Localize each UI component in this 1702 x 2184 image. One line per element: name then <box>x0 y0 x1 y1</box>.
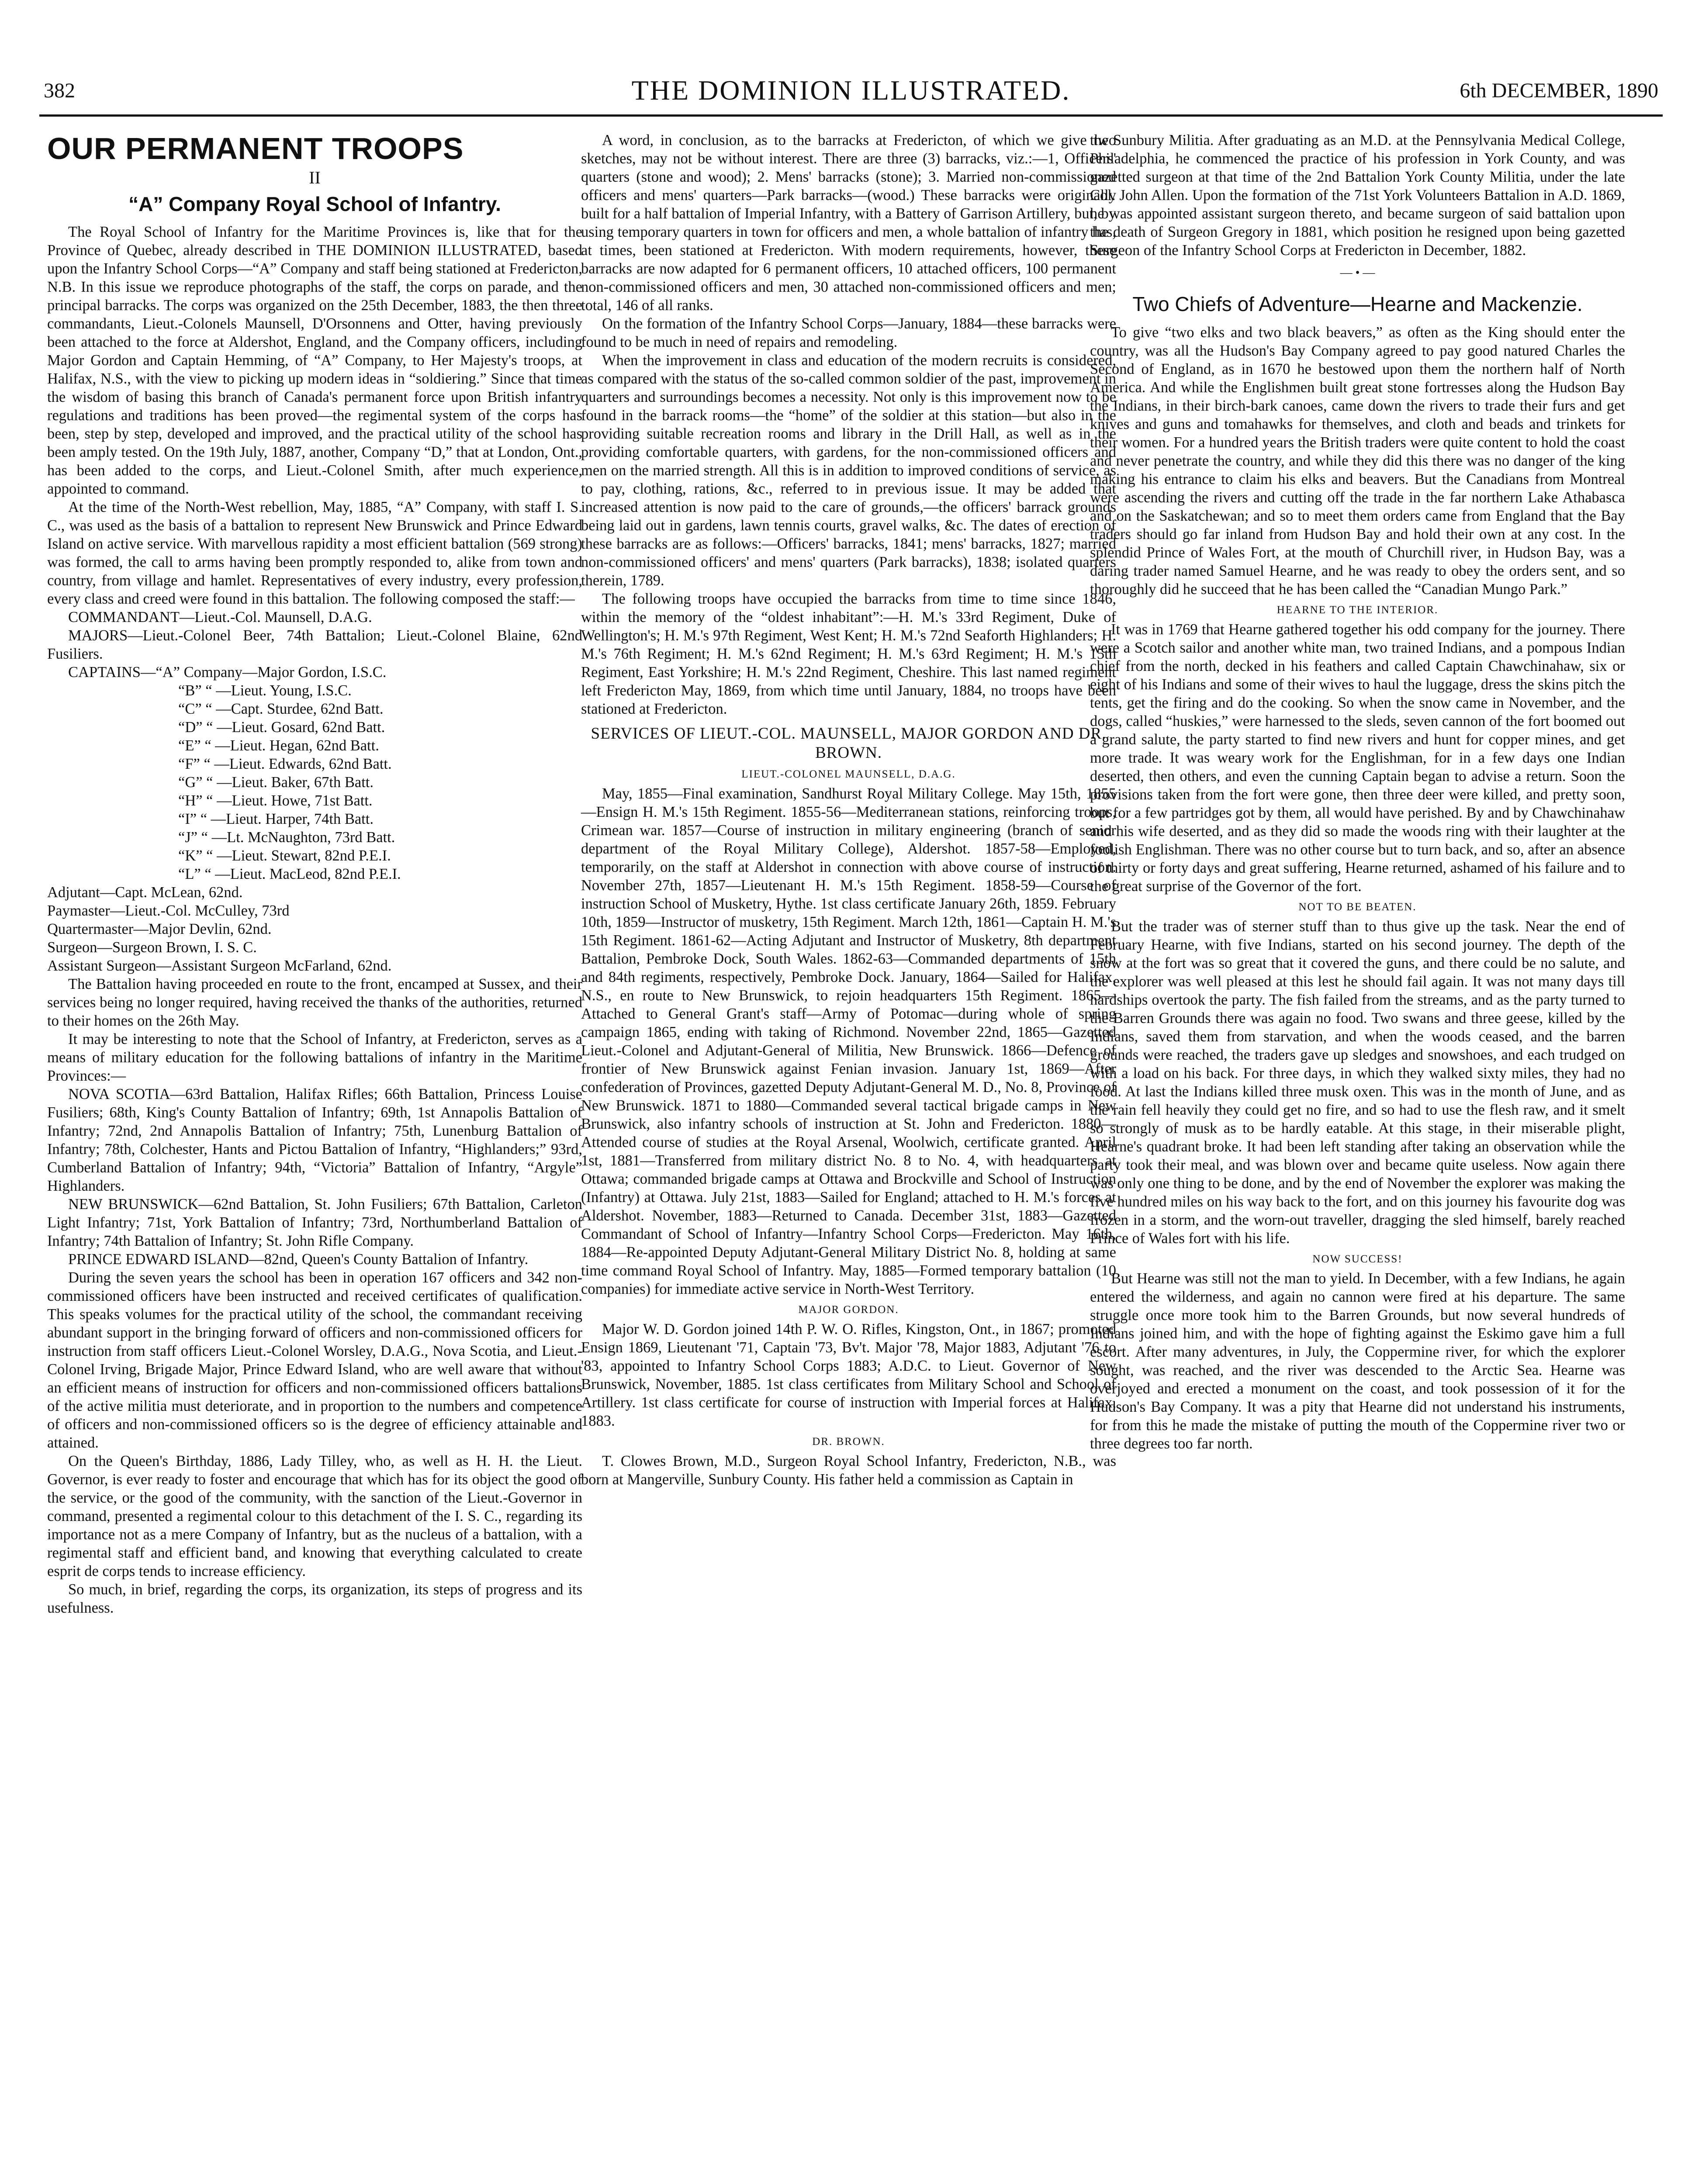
section-heading: SERVICES OF LIEUT.-COL. MAUNSELL, MAJOR GORDON AND DR. BROWN. <box>591 725 1107 762</box>
paragraph: It was in 1769 that Hearne gathered together his odd company for the journey. There were a Scotch sailor and another white man, two trained Indians, and a pompous Indian chief from the north, decked in his feathers and called Captain Chawchinahaw, six or eight of his Indians and some of their wives to haul the luggage, dress the skins pitch the tents, get the firing and do the cooking. So when the snow came in November, and the dogs, called “huskies,” were harnessed to the sleds, seven cannon of the fort boomed out a grand salute, the party started to find new rivers and hunt for copper mines, and get more trade. It was weary work for the Englishman, for in a few days one Indian deserted, then others, and even the cunning Captain began to advise a return. Soon the provisions taken from the fort were gone, then three deer were killed, and pretty soon, but for a few partridges got by them, all would have perished. By and by Chawchinahaw and his wife deserted, and as they did so made the woods ring with their laughter at the foolish Englishman. There was no other course but to turn back, and so, after an absence of thirty or forty days and great suffering, Hearne returned, ashamed of his failure and to the great surprise of the Governor of the fort. <box>1090 621 1625 895</box>
staff-commandant: COMMANDANT—Lieut.-Col. Maunsell, D.A.G. <box>68 609 372 625</box>
issue-date: 6th DECEMBER, 1890 <box>1460 79 1658 102</box>
paragraph: But Hearne was still not the man to yield. In December, with a few Indians, he again entered the wilderness, and again no cannon were fired at his departure. The same struggle once more took him to the Barren Grounds, but now several hundreds of Indians joined him, and with the hope of fighting against the Eskimo gave him a full escort. After many adventures, in July, the Coppermine river, for which the explorer sought, was reached, and the river was descended to the Arctic Sea. Hearne was overjoyed and erected a monument on the coast, and took possession of it for the Hudson's Bay Company. It was a pity that Hearne did not understand his instruments, for from this he made the mistake of putting the mouth of the Coppermine river two or three degrees too far north. <box>1090 1270 1625 1452</box>
section-separator: — • — <box>1340 266 1375 280</box>
masthead <box>44 74 1658 109</box>
paragraph: Major W. D. Gordon joined 14th P. W. O. Rifles, Kingston, Ont., in 1867; promoted Ensign 1869, Lieutenant '71, Captain '73, Bv't. Major '78, Major 1883, Adjutant '76 to '83, appointed to Infantry School Corps 1883; A.D.C. to Lieut. Governor of New Brunswick, November, 1885. 1st class certificates from Military School and School of Artillery. 1st class certificate for course of instruction with Imperial forces at Halifax, 1883. <box>581 1321 1116 1429</box>
staff-asst-surgeon: Assistant Surgeon—Assistant Surgeon McFarland, 62nd. <box>47 957 392 974</box>
paragraph: T. Clowes Brown, M.D., Surgeon Royal School Infantry, Fredericton, N.B., was born at Mangerville, Sunbury County. His father held a commission as Captain in <box>581 1453 1116 1488</box>
captain-entry: “D” “ —Lieut. Gosard, 62nd Batt. <box>178 719 385 736</box>
paragraph: It may be interesting to note that the School of Infantry, at Fredericton, serves as a means of military education for the following battalions of infantry in the Maritime Provinces:— <box>47 1031 582 1084</box>
staff-captains: CAPTAINS—“A” Company—Major Gordon, I.S.C. <box>68 664 387 681</box>
subsection-heading: HEARNE TO THE INTERIOR. <box>1276 604 1439 616</box>
captain-entry: “C” “ —Capt. Sturdee, 62nd Batt. <box>178 701 384 717</box>
captain-entry: “E” “ —Lieut. Hegan, 62nd Batt. <box>178 737 379 754</box>
column-1 <box>47 131 582 1617</box>
paragraph: On the formation of the Infantry School Corps—January, 1884—these barracks were found to be much in need of repairs and remodeling. <box>581 315 1116 350</box>
article-headline: OUR PERMANENT TROOPS <box>47 131 464 166</box>
article-headline: Two Chiefs of Adventure—Hearne and Mackenzie. <box>1132 293 1583 315</box>
captain-entry: “F” “ —Lieut. Edwards, 62nd Batt. <box>178 756 392 772</box>
paragraph: NEW BRUNSWICK—62nd Battalion, St. John Fusiliers; 67th Battalion, Carleton Light Infantry; 71st, York Battalion of Infantry; 73rd, Northumberland Battalion of Infantry; 74th Battalion of Infantry; St. John Rifle Company. <box>47 1196 582 1249</box>
paragraph: The Battalion having proceeded en route to the front, encamped at Sussex, and their services being no longer required, having received the thanks of the authorities, returned to their homes on the 26th May. <box>47 976 582 1029</box>
paragraph: But the trader was of sterner stuff than to thus give up the task. Near the end of February Hearne, with five Indians, started on his second journey. The depth of the snow at the fort was so great that it covered the guns, and there could be no salute, and the explorer was well pleased at this lest he should fail again. It was not many days till hardships overtook the party. The fish failed from the streams, and as the party turned to the Barren Grounds there was again no food. Two swans and three geese, killed by the Indians, saved them from starvation, and when the woods ceased, and the barren grounds were reached, the traders gave up sledges and snowshoes, and each trudged on with a load on his back. For three days, in which they walked sixty miles, they had no food. At last the Indians killed three musk oxen. This was in the month of June, and as the rain fell heavily they could get no fire, and so had to use the flesh raw, and it smelt so strongly of musk as to be hardly eatable. At this stage, in their miserable plight, Hearne's quadrant broke. It had been left standing after taking an observation while the party took their meal, and was blown over and became quite useless. Now again there was only one thing to be done, and by the end of November the explorer was making the five hundred miles on his way back to the fort, and on this journey his favourite dog was frozen in a storm, and the worn-out traveller, dragging the sled himself, barely reached Prince of Wales fort with his life. <box>1090 918 1625 1247</box>
header-rule <box>39 114 1663 117</box>
staff-paymaster: Paymaster—Lieut.-Col. McCulley, 73rd <box>47 902 290 919</box>
captain-entry: “H” “ —Lieut. Howe, 71st Batt. <box>178 792 373 809</box>
captain-entry: “J” “ —Lt. McNaughton, 73rd Batt. <box>178 829 395 846</box>
column-3 <box>1090 131 1625 1453</box>
paragraph: The following troops have occupied the barracks from time to time since 1846, within the memory of the “oldest inhabitant”:—H. M.'s 33rd Regiment, Duke of Wellington's; H. M.'s 97th Regiment, West Kent; H. M.'s 72nd Seaforth Highlanders; H. M.'s 76th Regiment; H. M.'s 62nd Regiment; H. M.'s 63rd Regiment; H. M.'s 15th Regiment, East Yorkshire; H. M.'s 22nd Regiment, Cheshire. This last named regiment left Fredericton May, 1869, from which time until January, 1884, no troops have been stationed at Fredericton. <box>581 591 1116 717</box>
publication-title: THE DOMINION ILLUSTRATED. <box>631 75 1071 106</box>
paragraph: So much, in brief, regarding the corps, its organization, its steps of progress and its usefulness. <box>47 1581 582 1616</box>
article-part: II <box>309 168 321 187</box>
paragraph: At the time of the North-West rebellion, May, 1885, “A” Company, with staff I. S. C., was used as the basis of a battalion to represent New Brunswick and Prince Edward Island on active service. With marvellous rapidity a most efficient battalion (569 strong) was formed, the call to arms having been promptly responded to, alike from town and country, from village and hamlet. Representatives of every industry, every profession, every class and creed were found in this battalion. The following composed the staff:— <box>47 499 582 607</box>
paragraph: To give “two elks and two black beavers,” as often as the King should enter the country, was all the Hudson's Bay Company agreed to pay good natured Charles the Second of England, as in 1670 he bestowed upon them the northern half of North America. And while the Englishmen built great stone fortresses along the Hudson Bay the Indians, in their birch-bark canoes, came down the rivers to trade their furs and get knives and guns and tomahawks for themselves, and cloth and beads and trinkets for their women. For a hundred years the British traders were quite content to hold the coast and never penetrate the country, and while they did this there was no danger of the king making his entrance to claim his elks and beavers. But the Canadians from Montreal were ascending the rivers and cutting off the trade in the far northern Lake Athabasca and on the Saskatchewan; and so to meet them orders came from England that the Bay traders should go far inland from Hudson Bay and hold their own at any cost. In the splendid Prince of Wales Fort, at the mouth of Churchill river, in Hudson Bay, was a daring trader named Samuel Hearne, and he was ready to obey the orders sent, and so thoroughly did he succeed that he has been called the “Canadian Mungo Park.” <box>1090 324 1625 598</box>
paragraph: On the Queen's Birthday, 1886, Lady Tilley, who, as well as H. H. the Lieut. Governor, is ever ready to foster and encourage that which has for its object the good of the service, or the good of the community, with the sanction of the Lieut.-Governor in command, presented a regimental colour to this detachment of the I. S. C., regarding its importance not as a mere Company of Infantry, but as the nucleus of a battalion, with a regimental staff and efficient band, and knowing that everything calculated to create esprit de corps tends to increase efficiency. <box>47 1453 582 1579</box>
staff-surgeon: Surgeon—Surgeon Brown, I. S. C. <box>47 939 257 956</box>
subsection-heading: LIEUT.-COLONEL MAUNSELL, D.A.G. <box>741 768 956 780</box>
staff-quartermaster: Quartermaster—Major Devlin, 62nd. <box>47 921 272 937</box>
article-subhead: “A” Company Royal School of Infantry. <box>128 193 501 215</box>
paragraph: PRINCE EDWARD ISLAND—82nd, Queen's County Battalion of Infantry. <box>68 1251 529 1268</box>
paragraph: When the improvement in class and education of the modern recruits is considered, as compared with the status of the so-called common soldier of the past, improvement in quarters and surroundings becomes a necessity. Not only is this improvement now to be found in the barrack rooms—the “home” of the soldier at this station—but also in the providing suitable recreation rooms and library in the Drill Hall, as well as in the providing comfortable quarters, with gardens, for the non-commissioned officers and men on the married strength. All this is in addition to improved conditions of service, as to pay, clothing, rations, &c., referred to in previous issue. It may be added that increased attention is now paid to the care of grounds,—the officers' barrack grounds being laid out in gardens, lawn tennis courts, gravel walks, &c. The dates of erection of these barracks are as follows:—Officers' barracks, 1841; mens' barracks, 1827; married non-commissioned officers' and mens' quarters (Park barracks), 1838; isolated quarters therein, 1789. <box>581 352 1116 589</box>
subsection-heading: MAJOR GORDON. <box>798 1304 899 1316</box>
paragraph: NOVA SCOTIA—63rd Battalion, Halifax Rifles; 66th Battalion, Princess Louise Fusiliers; 68th, King's County Battalion of Infantry; 69th, 1st Annapolis Battalion of Infantry; 72nd, 2nd Annapolis Battalion of Infantry; 75th, Lunenburg Battalion of Infantry; 78th, Colchester, Hants and Pictou Battalion of Infantry, “Highlanders;” 93rd, Cumberland Battalion of Infantry; 94th, “Victoria” Battalion of Infantry, “Argyle” Highlanders. <box>47 1086 582 1194</box>
paragraph: the Sunbury Militia. After graduating as an M.D. at the Pennsylvania Medical College, Philadelphia, he commenced the practice of his profession in York County, and was gazetted surgeon at that time of the 2nd Battalion York County Militia, under the late Col. John Allen. Upon the formation of the 71st York Volunteers Battalion in A.D. 1869, he was appointed assistant surgeon thereto, and became surgeon of said battalion upon the death of Surgeon Gregory in 1881, which position he resigned upon being gazetted Surgeon of the Infantry School Corps at Fredericton in December, 1882. <box>1090 132 1625 259</box>
captain-entry: “L” “ —Lieut. MacLeod, 82nd P.E.I. <box>178 866 401 882</box>
captain-entry: “K” “ —Lieut. Stewart, 82nd P.E.I. <box>178 847 391 864</box>
staff-majors: MAJORS—Lieut.-Colonel Beer, 74th Battalion; Lieut.-Colonel Blaine, 62nd Fusiliers. <box>47 627 582 662</box>
paragraph: The Royal School of Infantry for the Maritime Provinces is, like that for the Province of Quebec, already described in THE DOMINION ILLUSTRATED, based upon the Infantry School Corps—“A” Company and staff being stationed at Fredericton, N.B. In this issue we reproduce photographs of the staff, the corps on parade, and the principal barracks. The corps was organized on the 25th December, 1883, the then three commandants, Lieut.-Colonels Maunsell, D'Orsonnens and Otter, having previously been attached to the force at Aldershot, England, and the Company officers, including Major Gordon and Captain Hemming, of “A” Company, to Her Majesty's troops, at Halifax, N.S., with the view to picking up modern ideas in “soldiering.” Since that time the wisdom of basing this branch of Canada's permanent force upon British infantry regulations and traditions has been proved—the regimental system of the corps has been, step by step, developed and improved, and the practical utility of the school has been amply tested. On the 19th July, 1887, another, Company “D,” that at London, Ont., has been added to the corps, and Lieut.-Colonel Smith, after much experience, appointed to command. <box>47 224 582 497</box>
staff-adjutant: Adjutant—Capt. McLean, 62nd. <box>47 884 243 901</box>
paragraph: May, 1855—Final examination, Sandhurst Royal Military College. May 15th, 1855—Ensign H. M.'s 15th Regiment. 1855-56—Mediterranean stations, reinforcing troops, Crimean war. 1857—Course of instruction in military engineering (branch of senior department of the Royal Military College), Aldershot. 1857-58—Employed, temporarily, on the staff at Aldershot in connection with above course of instruction. November 27th, 1857—Lieutenant H. M.'s 15th Regiment. 1858-59—Course of instruction School of Musketry, Hythe. 1st class certificate January 26th, 1859. February 10th, 1859—Instructor of musketry, 15th Regiment. March 12th, 1861—Captain H. M.'s 15th Regiment. 1861-62—Acting Adjutant and Instructor of Musketry, 8th department Battalion, Pembroke Dock, South Wales. 1862-63—Commanded departments of 15th and 84th regiments, respectively, Pembroke Dock. January, 1864—Sailed for Halifax, N.S., en route to New Brunswick, to rejoin headquarters 15th Regiment. 1865—Attached to General Grant's staff—Army of Potomac—during whole of spring campaign 1865, ending with taking of Richmond. November 22nd, 1865—Gazetted Lieut.-Colonel and Adjutant-General of Militia, New Brunswick. 1866—Defence of frontier of New Brunswick against Fenian invasion. January 1st, 1869—After confederation of Provinces, gazetted Deputy Adjutant-General M. D., No. 8, Province of New Brunswick. 1871 to 1880—Commanded several tactical brigade camps in New Brunswick, also infantry schools of instruction at St. John and Fredericton. 1880—Attended course of studies at the Royal Arsenal, Woolwich, certificate granted. April 1st, 1881—Transferred from military district No. 8 to No. 4, with headquarters at Ottawa; commanded brigade camps at Ottawa and Brockville and School of Instruction (Infantry) at Ottawa. July 21st, 1883—Sailed for England; attached to H. M.'s forces at Aldershot. November, 1883—Returned to Canada. December 31st, 1883—Gazetted Commandant of School of Infantry—Infantry School Corps—Fredericton. May 16th, 1884—Re-appointed Deputy Adjutant-General Military District No. 8, holding at same time command Royal School of Infantry. May, 1885—Formed temporary battalion (10 companies) for immediate active service in North-West Territory. <box>581 785 1116 1297</box>
captain-entry: “G” “ —Lieut. Baker, 67th Batt. <box>178 774 374 791</box>
subsection-heading: NOW SUCCESS! <box>1312 1253 1403 1265</box>
subsection-heading: NOT TO BE BEATEN. <box>1298 901 1417 913</box>
paragraph: A word, in conclusion, as to the barracks at Fredericton, of which we give two sketches, may not be without interest. There are three (3) barracks, viz.:—1, Officers' quarters (stone and wood); 2. Mens' barracks (stone); 3. Married non-commissioned officers and mens' quarters—Park barracks—(wood.) These barracks were originally built for a half battalion of Imperial Infantry, with a Battery of Garrison Artillery, but, by using temporary quarters in town for officers and men, a whole battalion of infantry has, at times, been stationed at Fredericton. With modern requirements, however, these barracks are now adapted for 6 permanent officers, 10 attached officers, 100 permanent non-commissioned officers and men, 30 attached non-commissioned officers and men; total, 146 of all ranks. <box>581 132 1116 314</box>
column-2 <box>581 131 1116 1489</box>
paragraph: During the seven years the school has been in operation 167 officers and 342 non-commissioned officers have been instructed and received certificates of qualification. This speaks volumes for the practical utility of the school, the commandant receiving abundant support in the bringing forward of officers and non-commissioned officers for instruction from staff officers Lieut.-Colonel Worsley, D.A.G., Nova Scotia, and Lieut.-Colonel Irving, Brigade Major, Prince Edward Island, who are well aware that without an efficient means of instruction for officers and non-commissioned officers battalions of the active militia must deteriorate, and in proportion to the numbers and competence of officers and non-commissioned officers so is the degree of efficiency attainable and attained. <box>47 1269 582 1451</box>
captain-entry: “I” “ —Lieut. Harper, 74th Batt. <box>178 811 374 827</box>
subsection-heading: DR. BROWN. <box>812 1436 885 1448</box>
captain-entry: “B” “ —Lieut. Young, I.S.C. <box>178 682 352 699</box>
page-number: 382 <box>44 79 75 102</box>
